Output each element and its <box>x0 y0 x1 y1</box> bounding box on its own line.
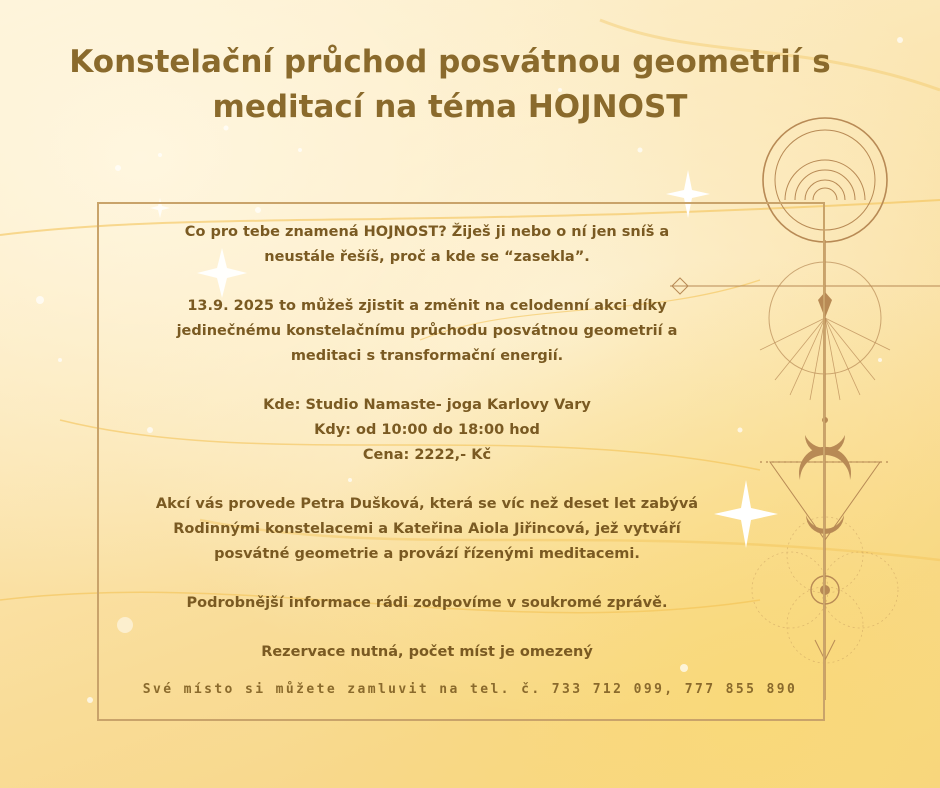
title-line-1: Konstelační průchod posvátnou geometrií s <box>69 44 831 80</box>
contact-line: Své místo si můžete zamluvit na tel. č. 733 712 099, 777 855 890 <box>142 682 798 697</box>
price-line: Cena: 2222,- Kč <box>362 447 492 463</box>
event-line-1: 13.9. 2025 to můžeš zjistit a změnit na celodenní akci díky <box>187 298 667 314</box>
intro-line-1: Co pro tebe znamená HOJNOST? Žiješ ji nebo o ní jen sníš a <box>184 224 670 240</box>
reservation-line: Rezervace nutná, počet míst je omezený <box>261 644 593 660</box>
event-line-2: jedinečnému konstelačnímu průchodu posvátnou geometrií a <box>176 323 678 339</box>
location-line: Kde: Studio Namaste- joga Karlovy Vary <box>263 397 591 413</box>
time-line: Kdy: od 10:00 do 18:00 hod <box>314 422 540 438</box>
guides-line-2: Rodinnými konstelacemi a Kateřina Aiola Jiřincová, jež vytváří <box>173 521 681 537</box>
event-description <box>140 220 714 665</box>
guides-line-3: posvátné geometrie a provází řízenými meditacemi. <box>214 546 640 562</box>
info-line: Podrobnější informace rádi zodpovíme v soukromé zprávě. <box>186 595 668 611</box>
intro-line-2: neustále řešíš, proč a kde se “zasekla”. <box>264 249 590 265</box>
event-line-3: meditaci s transformační energií. <box>290 348 564 364</box>
guides-line-1: Akcí vás provede Petra Dušková, která se víc než deset let zabývá <box>155 496 699 512</box>
page-title <box>30 40 870 130</box>
title-line-2: meditací na téma HOJNOST <box>212 89 688 125</box>
